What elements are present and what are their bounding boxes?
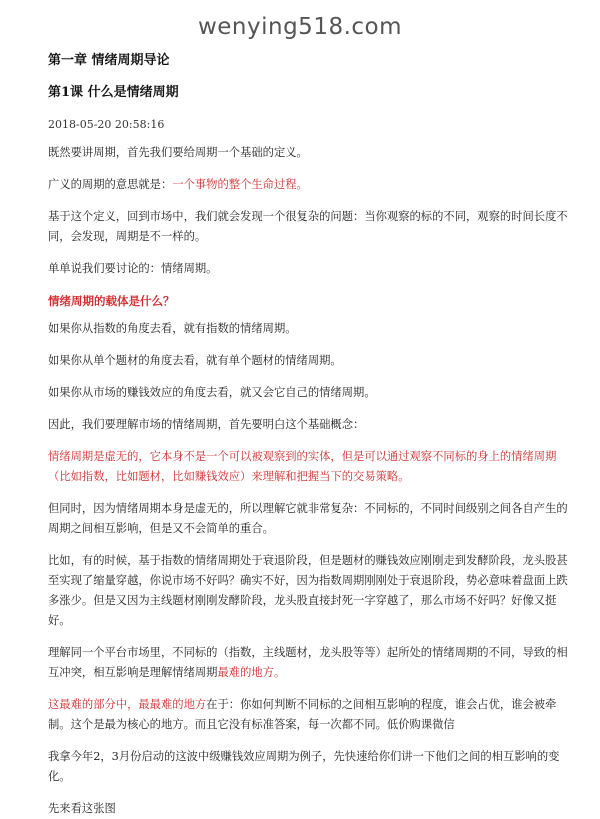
paragraph-13-text: 在于：你如何判断不同标的之间相互影响的程度，谁会占优，谁会被牵制。这个是最为核心的地方。而且它没有标准答案，每一次都不同。低价购课微信 — [48, 698, 557, 731]
paragraph-4: 单单说我们要讨论的：情绪周期。 — [48, 262, 218, 275]
paragraph-13 — [48, 695, 568, 735]
publish-date: 2018-05-20 20:58:16 — [48, 118, 165, 131]
paragraph-11: 比如，有的时候，基于指数的情绪周期处于衰退阶段，但是题材的赚钱效应刚刚走到发酵阶段，龙头股甚至实现了缩量穿越，你说市场不好吗？确实不好，因为指数周期刚刚处于衰退阶段，势必意味着盘面上跌多涨少。但是又因为主线题材刚刚发酵阶段，龙头股直接封死一字穿越了，那么市场不好吗？好像又挺好。 — [48, 554, 568, 627]
paragraph-6: 如果你从单个题材的角度去看，就有单个题材的情绪周期。 — [48, 354, 342, 367]
paragraph-12-text: 理解同一个平台市场里，不同标的（指数，主线题材，龙头股等等）起所处的情绪周期的不同，导致的相互冲突，相互影响是理解情绪周期 — [48, 646, 568, 679]
watermark: wenying518.com — [197, 14, 403, 40]
chapter-title: 第一章 情绪周期导论 — [48, 53, 170, 68]
paragraph-9-highlight: 情绪周期是虚无的，它本身不是一个可以被观察到的实体，但是可以通过观察不同标的身上的情绪周期（比如指数，比如题材，比如赚钱效应）来理解和把握当下的交易策略。 — [48, 450, 557, 483]
article-body — [48, 52, 568, 819]
paragraph-1: 既然要讲周期，首先我们要给周期一个基础的定义。 — [48, 146, 308, 159]
paragraph-8: 因此，我们要理解市场的情绪周期，首先要明白这个基础概念： — [48, 418, 365, 431]
paragraph-3: 基于这个定义，回到市场中，我们就会发现一个很复杂的问题：当你观察的标的不同，观察的时间长度不同，会发现，周期是不一样的。 — [48, 210, 568, 243]
paragraph-13-highlight: 这最难的部分中，最最难的地方 — [48, 698, 207, 711]
paragraph-2 — [48, 175, 568, 195]
paragraph-12-highlight: 最难的地方。 — [217, 666, 286, 679]
paragraph-2-highlight: 一个事物的整个生命过程。 — [172, 178, 308, 191]
paragraph-7: 如果你从市场的赚钱效应的角度去看，就又会它自己的情绪周期。 — [48, 386, 376, 399]
paragraph-14: 我拿今年2，3月份启动的这波中级赚钱效应周期为例子，先快速给你们讲一下他们之间的相互影响的变化。 — [48, 750, 560, 783]
paragraph-5: 如果你从指数的角度去看，就有指数的情绪周期。 — [48, 322, 297, 335]
paragraph-2-text: 广义的周期的意思就是： — [48, 178, 173, 191]
paragraph-12 — [48, 643, 568, 683]
section-heading: 情绪周期的载体是什么？ — [48, 294, 175, 308]
lesson-title: 第1课 什么是情绪周期 — [48, 85, 179, 100]
paragraph-10: 但同时，因为情绪周期本身是虚无的，所以理解它就非常复杂：不同标的，不同时间级别之间各自产生的周期之间相互影响，但是又不会简单的重合。 — [48, 502, 568, 535]
paragraph-15: 先来看这张图 — [48, 802, 116, 815]
